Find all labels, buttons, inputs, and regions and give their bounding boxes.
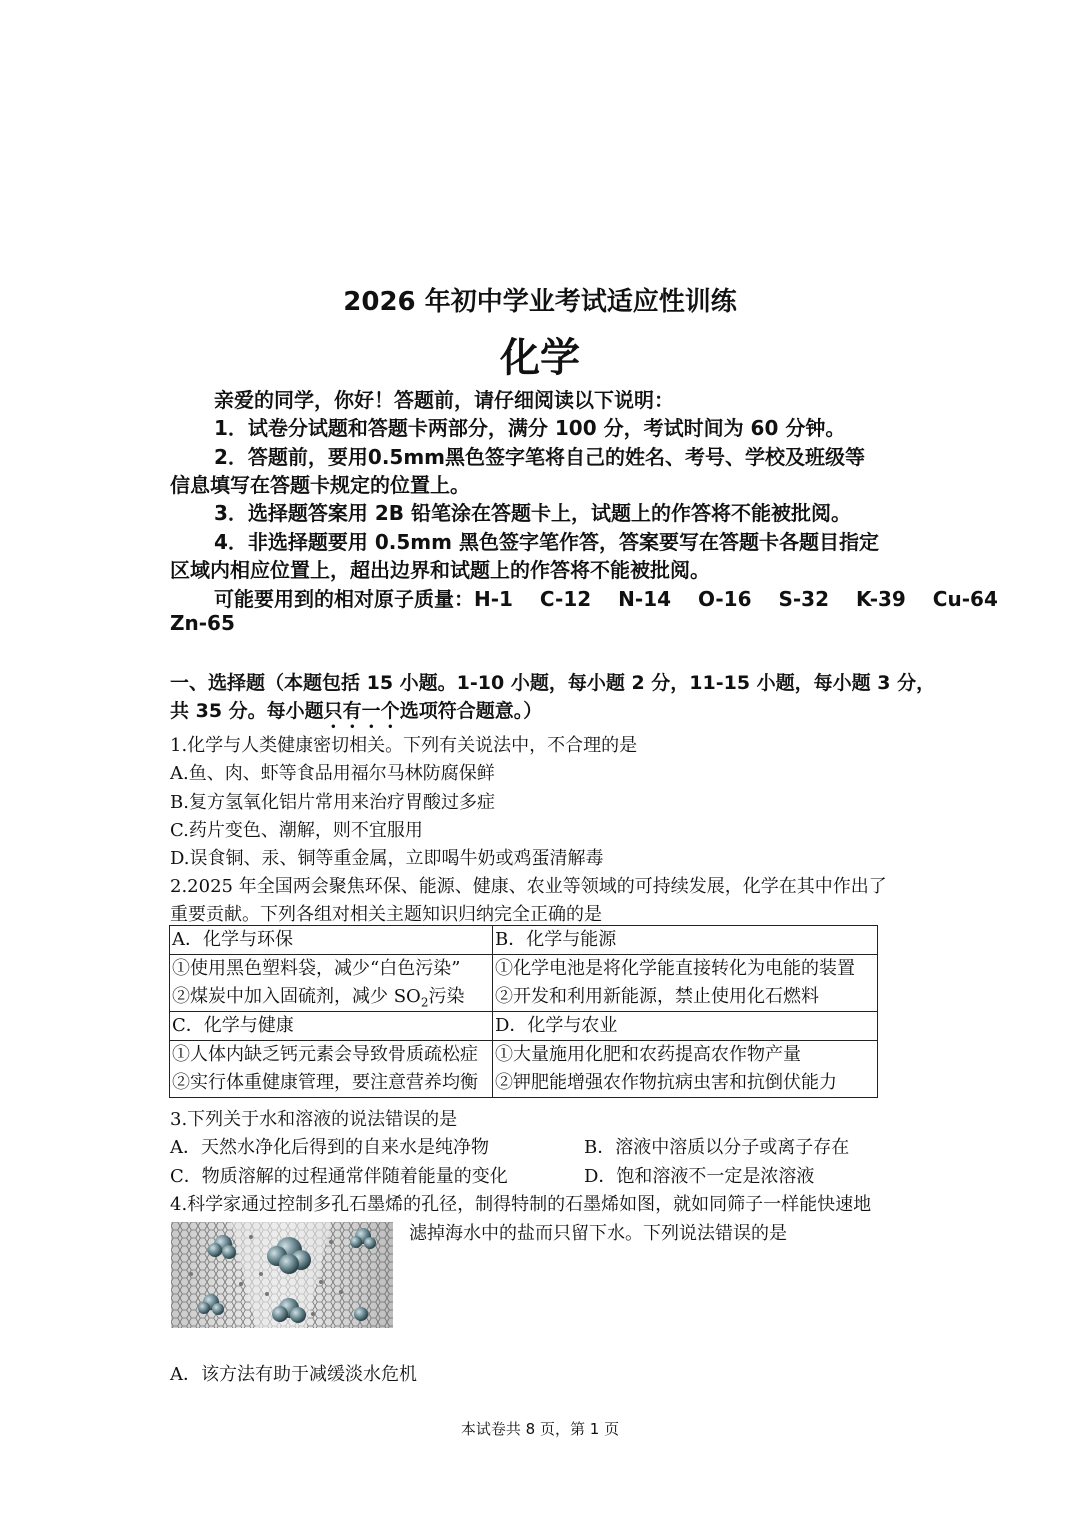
table-cell-text: ①大量施用化肥和农药提高农作物产量	[495, 1044, 801, 1065]
question-3-option-a: A．天然水净化后得到的自来水是纯净物	[170, 1137, 489, 1158]
question-3-stem: 3.下列关于水和溶液的说法错误的是	[170, 1109, 458, 1130]
table-cell-a-body	[170, 955, 493, 1012]
question-2-table	[169, 925, 878, 1098]
table-cell-b-head: B．化学与能源	[493, 926, 878, 955]
section-heading-text: 共 35 分。每小题	[170, 700, 324, 722]
question-4-stem-cont: 滤掉海水中的盐而只留下水。下列说法错误的是	[409, 1223, 787, 1244]
question-3-option-b: B．溶液中溶质以分子或离子存在	[584, 1137, 850, 1158]
table-cell-text: ②开发和利用新能源，禁止使用化石燃料	[495, 986, 819, 1007]
question-4-stem: 4.科学家通过控制多孔石墨烯的孔径，制得特制的石墨烯如图，就如同筛子一样能快速地	[170, 1194, 872, 1215]
instruction-item-4: 4．非选择题要用 0.5mm 黑色签字笔作答，答案要写在答题卡各题目指定	[214, 530, 879, 554]
table-cell-a-head: A．化学与环保	[170, 926, 493, 955]
table-cell-text: ②钾肥能增强农作物抗病虫害和抗倒伏能力	[495, 1072, 837, 1093]
question-1-option-d: D.误食铜、汞、铜等重金属，立即喝牛奶或鸡蛋清解毒	[170, 848, 604, 869]
table-cell-d-body	[493, 1041, 878, 1098]
instruction-item-4-cont: 区域内相应位置上，超出边界和试题上的作答将不能被批阅。	[170, 558, 710, 582]
instruction-item-3: 3．选择题答案用 2B 铅笔涂在答题卡上，试题上的作答将不能被批阅。	[214, 501, 852, 525]
exam-title: 2026 年初中学业考试适应性训练	[343, 287, 737, 317]
instruction-item-2-cont: 信息填写在答题卡规定的位置上。	[170, 473, 470, 497]
instruction-item-1: 1．试卷分试题和答题卡两部分，满分 100 分，考试时间为 60 分钟。	[214, 416, 846, 440]
section-heading: 一、选择题（本题包括 15 小题。1-10 小题，每小题 2 分，11-15 小题，每小题 3 分，	[170, 672, 936, 694]
table-cell-d-head: D．化学与农业	[493, 1012, 878, 1041]
page-footer: 本试卷共 8 页，第 1 页	[460, 1420, 620, 1438]
table-cell-b-body	[493, 955, 878, 1012]
graphene-sieve-image	[171, 1222, 393, 1328]
question-2-stem: 2.2025 年全国两会聚焦环保、能源、健康、农业等领域的可持续发展，化学在其中作出了	[170, 876, 887, 897]
question-3-option-d: D．饱和溶液不一定是浓溶液	[584, 1166, 815, 1187]
table-cell-text: ①化学电池是将化学能直接转化为电能的装置	[495, 958, 855, 979]
table-cell-text: ②煤炭中加入固硫剂，减少 $SO_2$污染	[172, 986, 465, 1010]
question-4-option-a: A．该方法有助于减缓淡水危机	[170, 1364, 417, 1385]
atomic-mass-line: 可能要用到的相对原子质量：H-1 C-12 N-14 O-16 S-32 K-39 Cu-64	[214, 587, 998, 611]
table-cell-c-head: C．化学与健康	[170, 1012, 493, 1041]
table-cell-text: ①使用黑色塑料袋，减少“白色污染”	[172, 958, 461, 979]
question-1-option-a: A.鱼、肉、虾等食品用福尔马林防腐保鲜	[170, 763, 495, 784]
question-1-stem: 1.化学与人类健康密切相关。下列有关说法中，不合理的是	[170, 735, 638, 756]
question-1-option-b: B.复方氢氧化铝片常用来治疗胃酸过多症	[170, 792, 495, 813]
table-cell-text: ①人体内缺乏钙元素会导致骨质疏松症	[172, 1044, 478, 1065]
atomic-mass-line-cont: Zn-65	[170, 611, 235, 635]
question-2-stem-cont: 重要贡献。下列各组对相关主题知识归纳完全正确的是	[170, 904, 602, 925]
instruction-item-2: 2．答题前，要用0.5mm黑色签字笔将自己的姓名、考号、学校及班级等	[214, 445, 866, 469]
question-3-option-c: C．物质溶解的过程通常伴随着能量的变化	[170, 1166, 508, 1187]
graphene-figure	[171, 1222, 393, 1328]
table-cell-c-body	[170, 1041, 493, 1098]
question-1-option-c: C.药片变色、潮解，则不宜服用	[170, 820, 423, 841]
instructions-greeting: 亲爱的同学，你好！答题前，请仔细阅读以下说明：	[214, 388, 674, 412]
subject-title: 化学	[500, 335, 580, 381]
table-cell-text: ②实行体重健康管理，要注意营养均衡	[172, 1072, 478, 1093]
section-heading-cont	[170, 696, 542, 733]
emphasis-text: 只有一个	[323, 700, 400, 722]
section-heading-text-end: 选项符合题意。）	[399, 700, 543, 722]
